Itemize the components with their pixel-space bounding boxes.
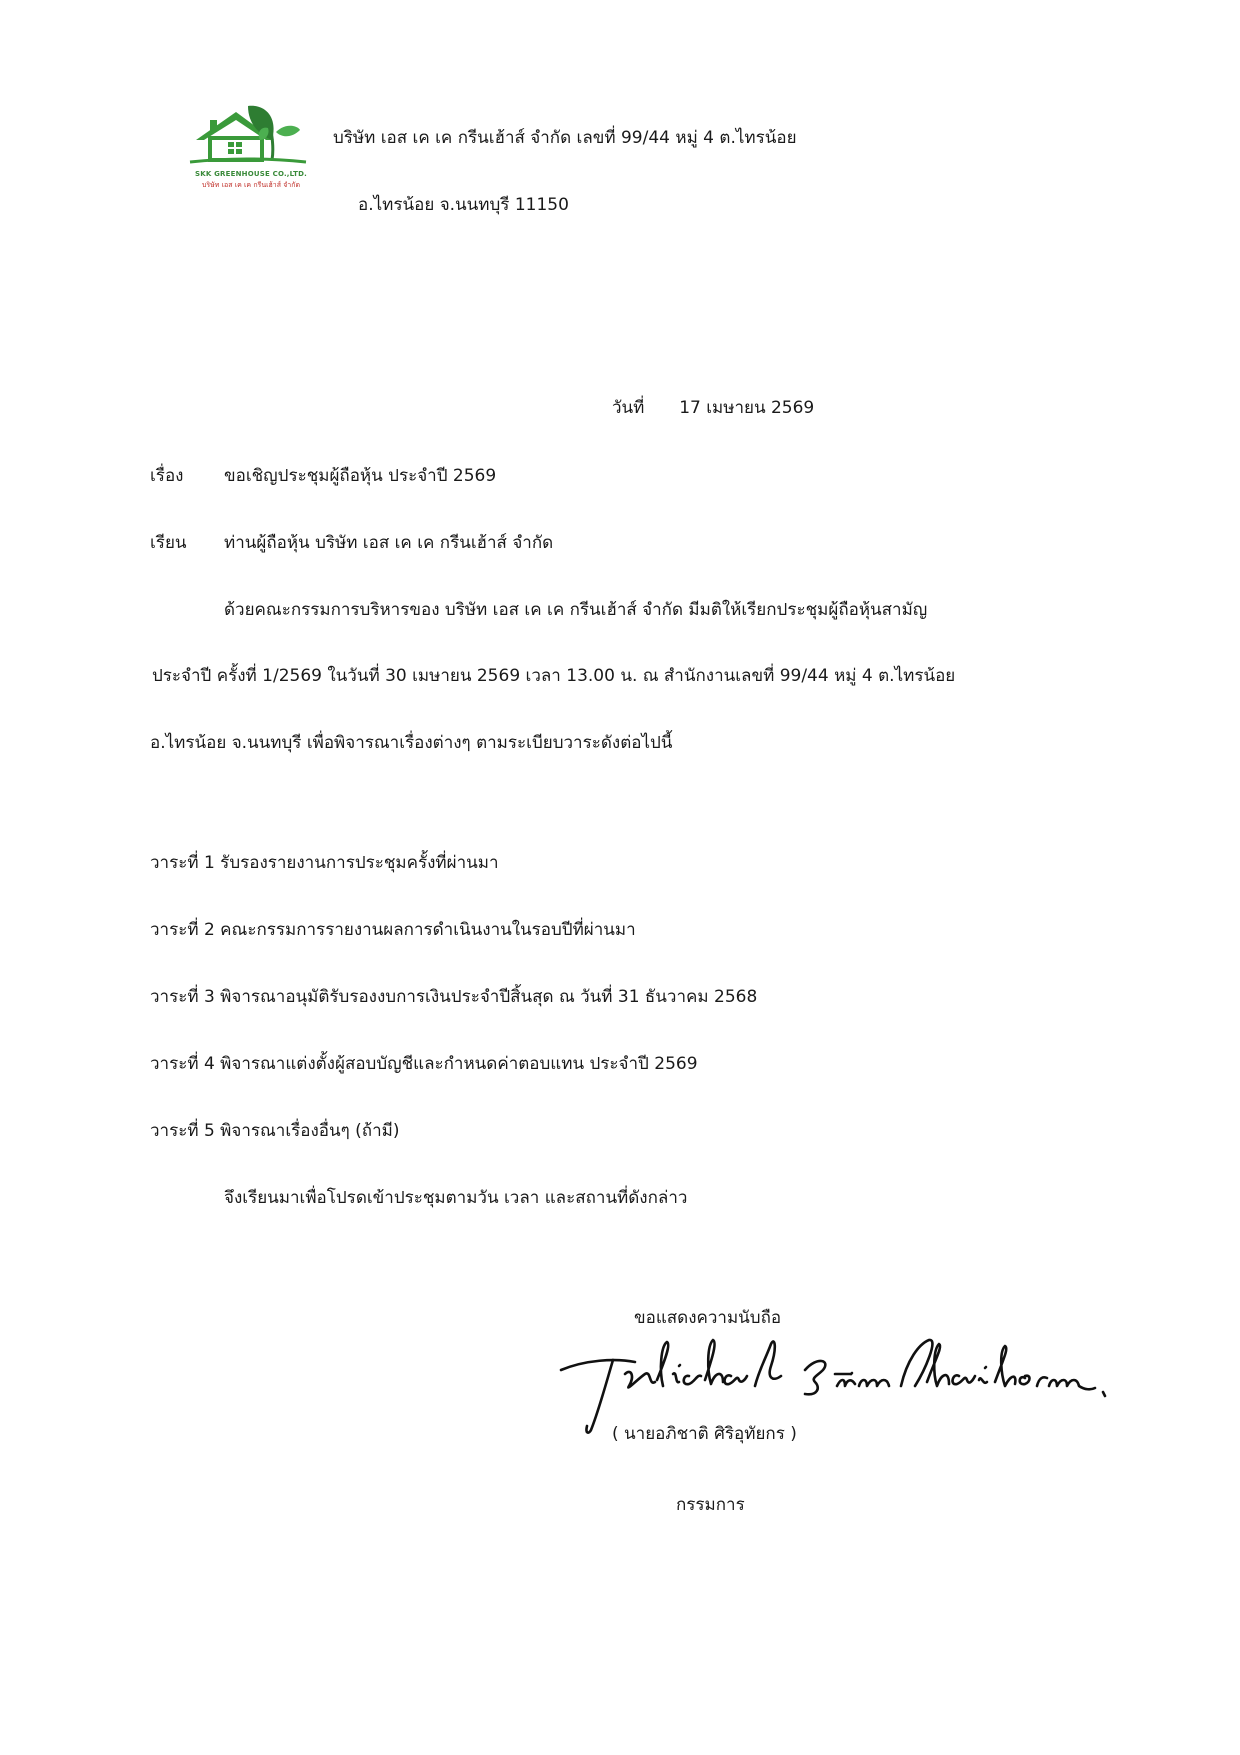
body-line-2: ประจำปี ครั้งที่ 1/2569 ในวันที่ 30 เมษายน 2569 เวลา 13.00 น. ณ สำนักงานเลขที่ 99/44 หมู่ 4 ต.ไทรน้อย [152, 666, 956, 686]
body-line-3: อ.ไทรน้อย จ.นนทบุรี เพื่อพิจารณาเรื่องต่างๆ ตามระเบียบวาระดังต่อไปนี้ [150, 733, 673, 753]
signatory-name: ( นายอภิชาติ ศิริอุทัยกร ) [612, 1424, 797, 1444]
agenda-item-3: วาระที่ 3 พิจารณาอนุมัติรับรองงบการเงินประจำปีสิ้นสุด ณ วันที่ 31 ธันวาคม 2568 [150, 987, 758, 1007]
logo-text-english: SKK GREENHOUSE CO.,LTD. [194, 170, 308, 178]
company-logo [186, 100, 316, 200]
recipient-label: เรียน [150, 533, 187, 553]
company-address-line-1: บริษัท เอส เค เค กรีนเฮ้าส์ จำกัด เลขที่ 99/44 หมู่ 4 ต.ไทรน้อย [333, 128, 797, 148]
agenda-item-1: วาระที่ 1 รับรองรายงานการประชุมครั้งที่ผ่านมา [150, 853, 499, 873]
agenda-item-2: วาระที่ 2 คณะกรรมการรายงานผลการดำเนินงานในรอบปีที่ผ่านมา [150, 920, 636, 940]
agenda-item-5: วาระที่ 5 พิจารณาเรื่องอื่นๆ (ถ้ามี) [150, 1121, 400, 1141]
salutation: ขอแสดงความนับถือ [634, 1308, 782, 1328]
company-address-line-2: อ.ไทรน้อย จ.นนทบุรี 11150 [358, 195, 569, 215]
body-line-1: ด้วยคณะกรรมการบริหารของ บริษัท เอส เค เค กรีนเฮ้าส์ จำกัด มีมติให้เรียกประชุมผู้ถือหุ้นสามัญ [224, 600, 928, 620]
logo-text-thai: บริษัท เอส เค เค กรีนเฮ้าส์ จำกัด [201, 181, 301, 189]
agenda-item-4: วาระที่ 4 พิจารณาแต่งตั้งผู้สอบบัญชีและกำหนดค่าตอบแทน ประจำปี 2569 [150, 1054, 698, 1074]
closing-sentence: จึงเรียนมาเพื่อโปรดเข้าประชุมตามวัน เวลา และสถานที่ดังกล่าว [224, 1188, 688, 1208]
date-label: วันที่ [612, 398, 645, 418]
greenhouse-logo-icon [186, 100, 316, 170]
date-value: 17 เมษายน 2569 [679, 398, 815, 418]
signatory-title: กรรมการ [676, 1495, 745, 1515]
recipient-value: ท่านผู้ถือหุ้น บริษัท เอส เค เค กรีนเฮ้าส์ จำกัด [224, 533, 554, 553]
subject-label: เรื่อง [150, 466, 184, 486]
date-line [612, 394, 814, 421]
subject-value: ขอเชิญประชุมผู้ถือหุ้น ประจำปี 2569 [224, 466, 497, 486]
